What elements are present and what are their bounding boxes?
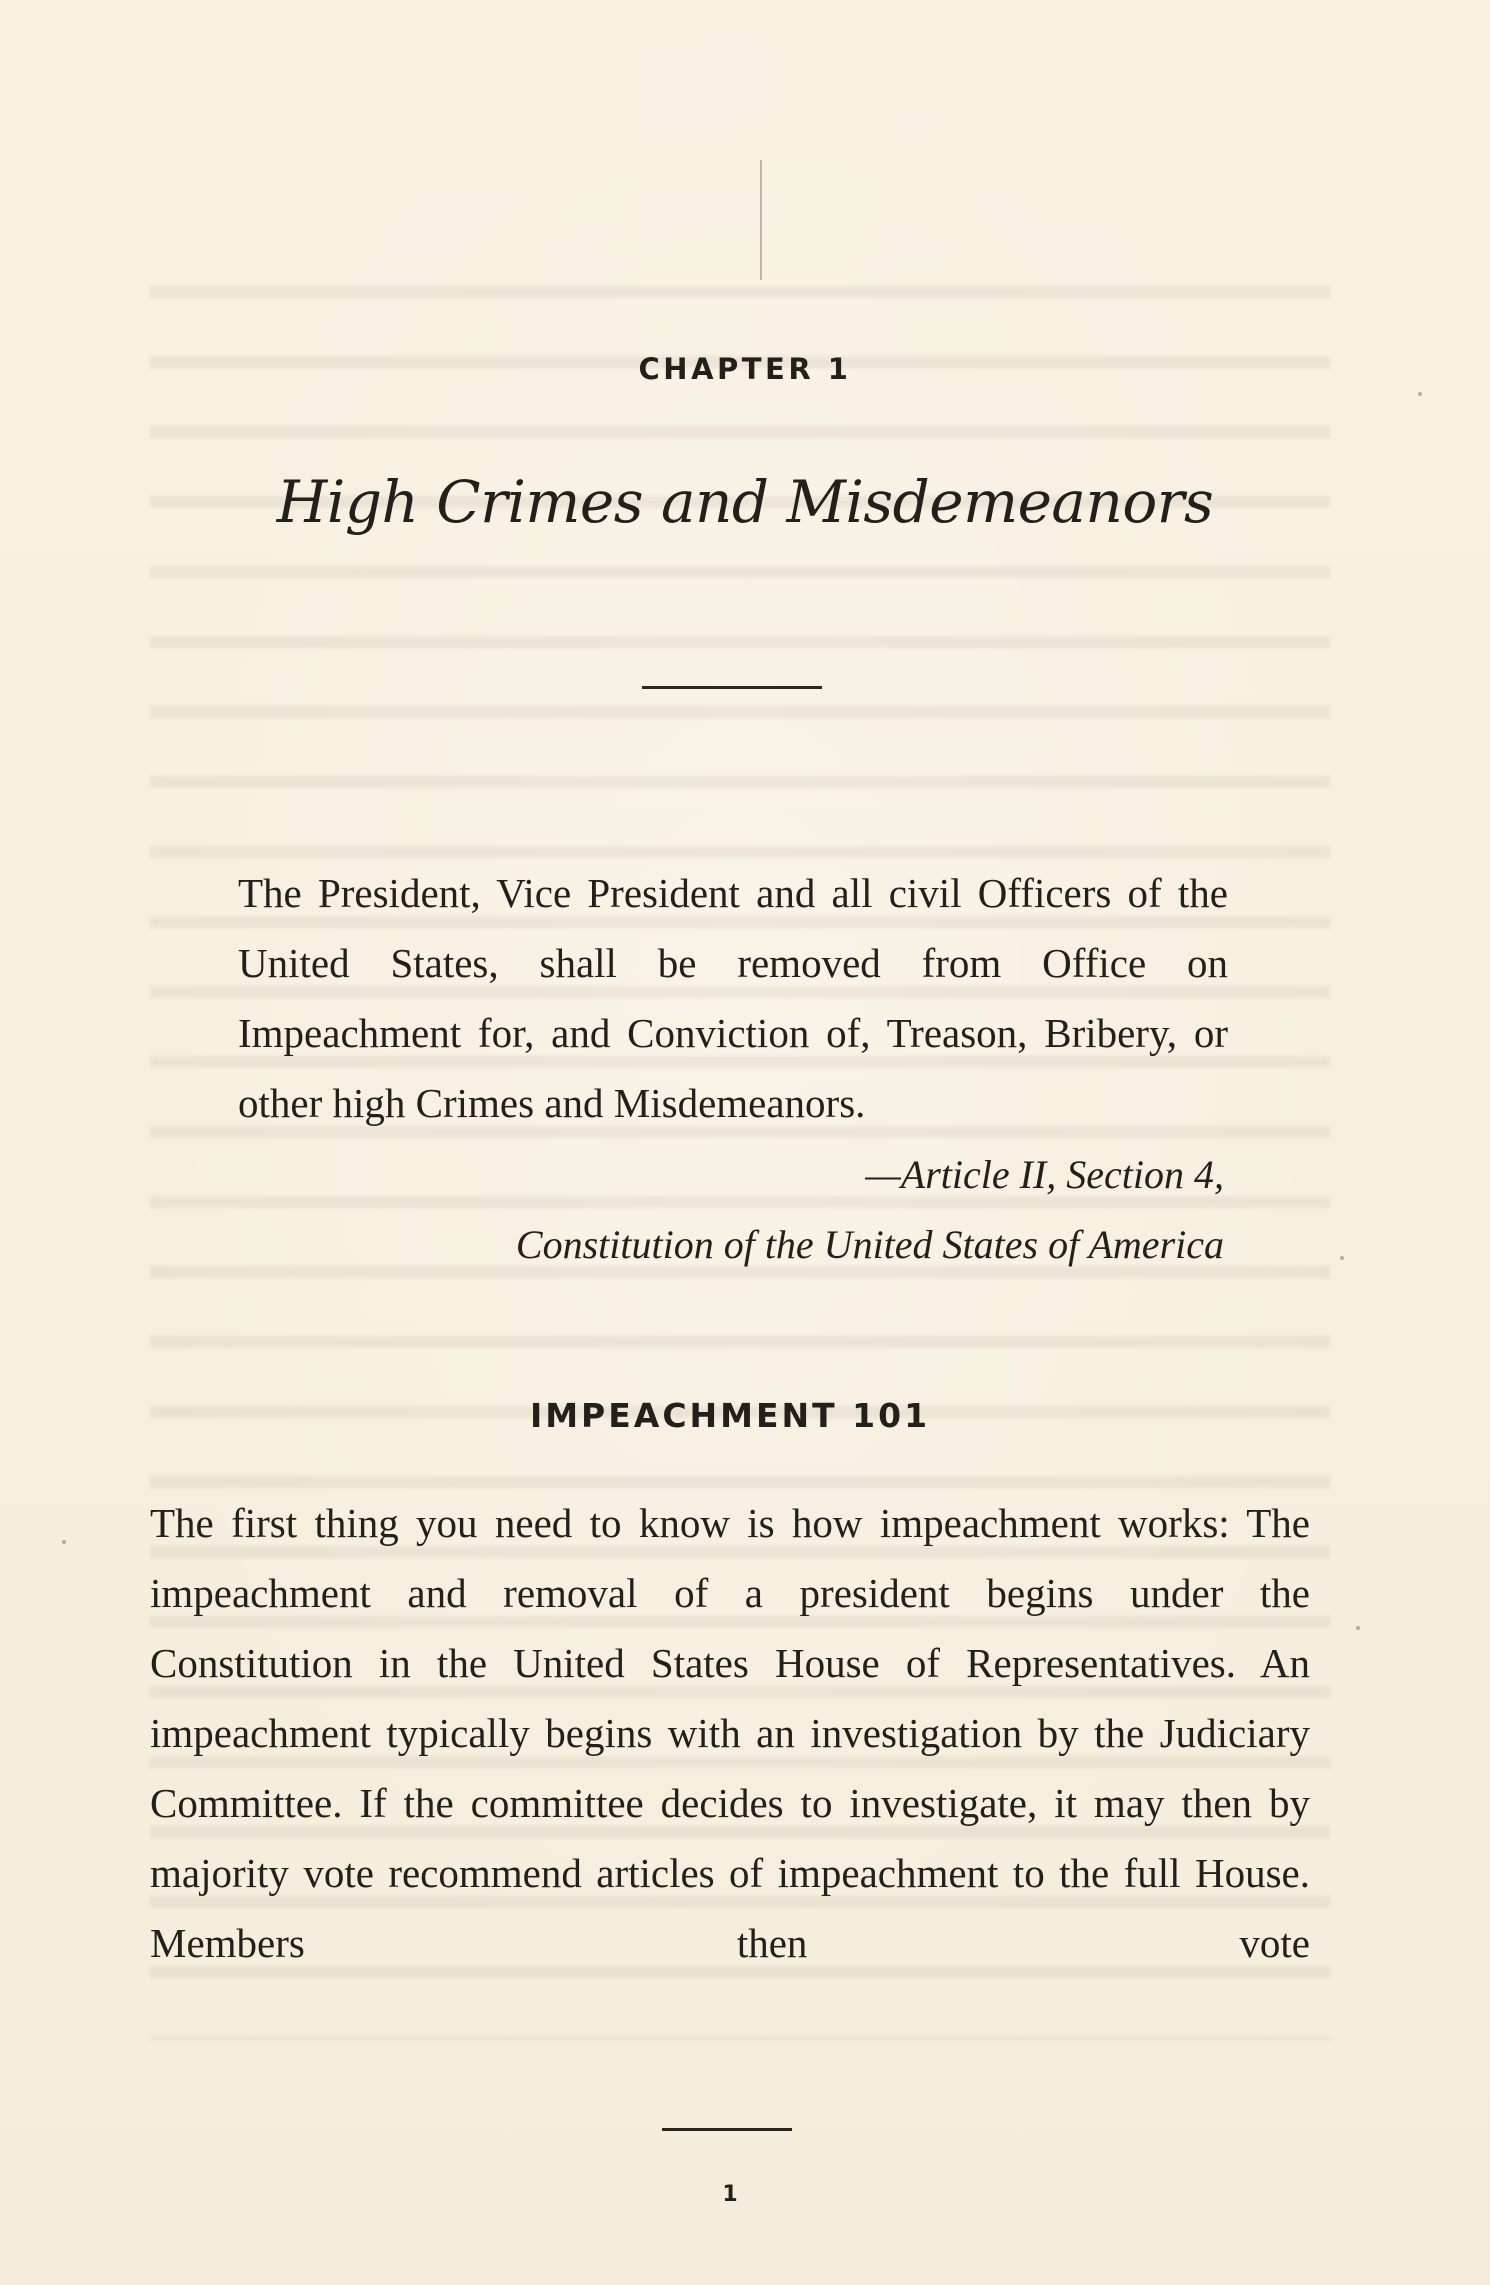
- paper-speck: [1356, 1626, 1360, 1630]
- attribution-line-2: Constitution of the United States of America: [515, 1222, 1224, 1267]
- section-heading: IMPEACHMENT 101: [529, 1396, 931, 1435]
- paper-speck: [1418, 392, 1422, 396]
- chapter-label: CHAPTER 1: [638, 352, 852, 386]
- epigraph-quote: The President, Vice President and all civil Officers of the United States, shall be removed from Office on Impeachment for, and Conviction of, Treason, Bribery, or other high Crimes and Misdemeanors.: [238, 870, 1228, 1126]
- footer-divider: [662, 2128, 792, 2131]
- chapter-title: High Crimes and Misdemeanors: [276, 468, 1214, 536]
- title-divider: [642, 686, 822, 689]
- page-crease: [760, 160, 762, 280]
- body-paragraph: The first thing you need to know is how impeachment works: The impeachment and removal of a president begins under the Constitution in the United States House of Representatives. An impeachment typically begins with an investigation by the Judiciary Committee. If the committee decides to investigate, it may then by majority vote recommend articles of impeachment to the full House. Members then vote: [150, 1500, 1310, 1966]
- page-number: 1: [722, 2182, 738, 2207]
- paper-speck: [62, 1540, 66, 1544]
- paper-speck: [1340, 1256, 1344, 1260]
- epigraph-attribution: [238, 1140, 1224, 1280]
- attribution-line-1: —Article II, Section 4,: [865, 1152, 1224, 1197]
